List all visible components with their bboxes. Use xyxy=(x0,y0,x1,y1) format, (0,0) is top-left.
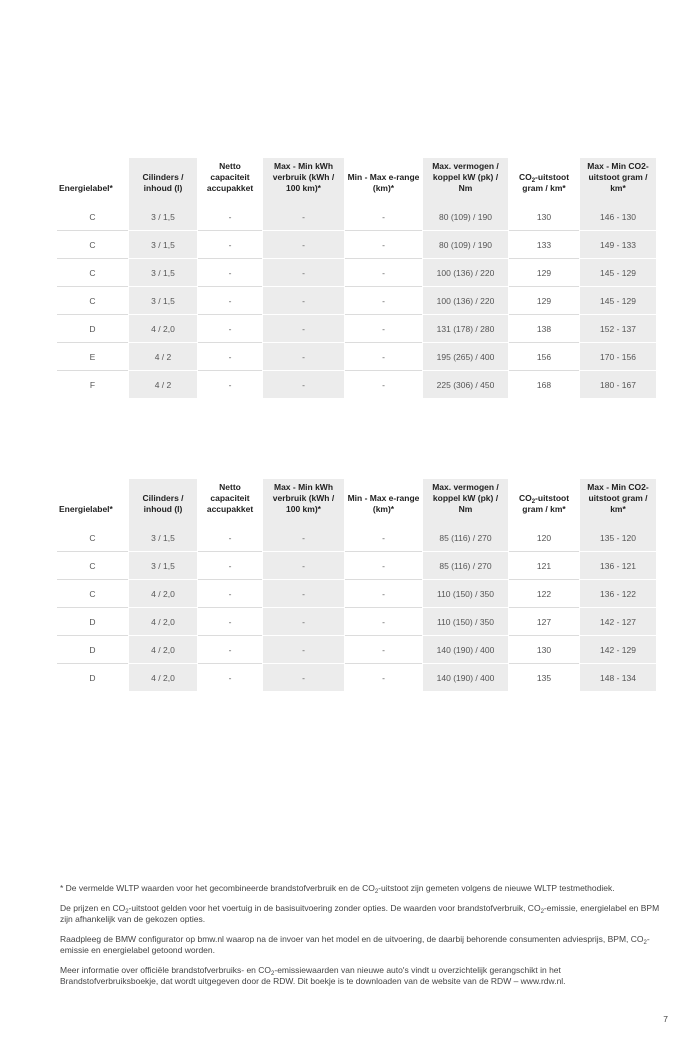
cell-co2: 129 xyxy=(509,287,579,315)
footnotes xyxy=(60,883,660,996)
subscript: 2 xyxy=(643,940,647,946)
table-row xyxy=(57,608,657,636)
cell-co2: 130 xyxy=(509,203,579,231)
cell-energielabel: D xyxy=(57,636,128,664)
cell-cylinders: 3 / 1,5 xyxy=(128,203,198,231)
cell-e-range: - xyxy=(345,315,422,343)
header-power: Max. vermogen / koppel kW (pk) / Nm xyxy=(422,479,509,524)
subscript: 2 xyxy=(125,909,129,915)
cell-energielabel: C xyxy=(57,203,128,231)
cell-cylinders: 4 / 2,0 xyxy=(128,664,198,691)
cell-power: 80 (109) / 190 xyxy=(422,231,509,259)
footnote-wltp xyxy=(60,883,660,894)
cell-cylinders: 4 / 2,0 xyxy=(128,608,198,636)
cell-co2-max-min: 146 - 130 xyxy=(579,203,657,231)
cell-power: 140 (190) / 400 xyxy=(422,636,509,664)
cell-cylinders: 4 / 2,0 xyxy=(128,580,198,608)
cell-e-range: - xyxy=(345,287,422,315)
cell-power: 100 (136) / 220 xyxy=(422,287,509,315)
footnote-rdw xyxy=(60,965,660,987)
table-row xyxy=(57,580,657,608)
cell-energielabel: E xyxy=(57,343,128,371)
footnote-text: Meer informatie over officiële brandstofverbruiks- en CO xyxy=(60,965,272,975)
cell-cylinders: 3 / 1,5 xyxy=(128,231,198,259)
table-row xyxy=(57,552,657,580)
table-row xyxy=(57,315,657,343)
cell-power: 85 (116) / 270 xyxy=(422,524,509,552)
header-energielabel: Energielabel* xyxy=(59,504,113,514)
header-co2 xyxy=(509,479,579,524)
cell-kwh: - xyxy=(262,203,345,231)
cell-co2-max-min: 145 - 129 xyxy=(579,287,657,315)
cell-net-capacity: - xyxy=(198,231,262,259)
cell-e-range: - xyxy=(345,231,422,259)
table-row xyxy=(57,203,657,231)
cell-cylinders: 3 / 1,5 xyxy=(128,259,198,287)
cell-e-range: - xyxy=(345,259,422,287)
cell-energielabel: D xyxy=(57,315,128,343)
cell-energielabel: F xyxy=(89,379,96,390)
header-e-range: Min - Max e-range (km)* xyxy=(347,493,420,514)
cell-co2-max-min: 152 - 137 xyxy=(579,315,657,343)
cell-co2: 130 xyxy=(509,636,579,664)
cell-power: 225 (306) / 450 xyxy=(422,371,509,398)
cell-energielabel: D xyxy=(89,672,96,683)
table-row xyxy=(57,371,657,398)
cell-net-capacity: - xyxy=(228,672,232,683)
subscript: 2 xyxy=(540,909,544,915)
header-net-capacity: Netto capaciteit accupakket xyxy=(206,161,254,193)
cell-kwh: - xyxy=(262,287,345,315)
table-header-row xyxy=(57,479,657,524)
footnote-text: -uitstoot gelden voor het voertuig in de basisuitvoering zonder opties. De waarden voor brandstofverbruik, CO xyxy=(128,903,541,913)
cell-power: 195 (265) / 400 xyxy=(422,343,509,371)
cell-net-capacity: - xyxy=(198,315,262,343)
table-row xyxy=(57,524,657,552)
cell-co2: 127 xyxy=(509,608,579,636)
cell-co2-max-min: 145 - 129 xyxy=(579,259,657,287)
cell-co2: 121 xyxy=(509,552,579,580)
footnote-text: -emissiewaarden van nieuwe auto's vindt u overzichtelijk gerangschikt in het Brandstofverbruiksboekje, dat wordt uitgegeven door de RDW. Dit boekje is te downloaden van de website van de RDW – www.rdw.nl. xyxy=(60,965,566,986)
cell-co2: 120 xyxy=(509,524,579,552)
cell-co2-max-min: 170 - 156 xyxy=(579,343,657,371)
cell-energielabel: C xyxy=(57,231,128,259)
cell-kwh: - xyxy=(262,608,345,636)
header-co2-sub: 2 xyxy=(531,499,536,505)
cell-cylinders: 3 / 1,5 xyxy=(128,552,198,580)
table-header-row xyxy=(57,158,657,203)
cell-net-capacity: - xyxy=(198,524,262,552)
cell-co2-max-min: 136 - 122 xyxy=(579,580,657,608)
header-energielabel: Energielabel* xyxy=(59,183,113,193)
footnote-text: -uitstoot zijn gemeten volgens de nieuwe WLTP testmethodiek. xyxy=(378,883,615,893)
spec-table-1 xyxy=(57,158,657,398)
footnote-prices xyxy=(60,903,660,925)
cell-power: 110 (150) / 350 xyxy=(422,580,509,608)
cell-energielabel: C xyxy=(57,287,128,315)
cell-co2: 156 xyxy=(509,343,579,371)
subscript: 2 xyxy=(271,971,275,977)
header-cylinders: Cilinders / inhoud (l) xyxy=(128,479,198,524)
cell-co2-max-min: 148 - 134 xyxy=(579,664,657,691)
cell-net-capacity: - xyxy=(198,343,262,371)
cell-energielabel: D xyxy=(57,608,128,636)
cell-co2: 129 xyxy=(509,259,579,287)
header-cylinders: Cilinders / inhoud (l) xyxy=(128,158,198,203)
table-row xyxy=(57,664,657,691)
cell-kwh: - xyxy=(262,664,345,691)
cell-net-capacity: - xyxy=(228,379,232,390)
cell-kwh: - xyxy=(262,371,345,398)
table-row xyxy=(57,343,657,371)
cell-kwh: - xyxy=(262,580,345,608)
cell-kwh: - xyxy=(262,343,345,371)
table-row xyxy=(57,287,657,315)
footnote-text: * De vermelde WLTP waarden voor het gecombineerde brandstofverbruik en de CO xyxy=(60,883,375,893)
cell-kwh: - xyxy=(262,636,345,664)
cell-co2-max-min: 142 - 129 xyxy=(579,636,657,664)
cell-co2: 168 xyxy=(536,379,552,390)
header-co2-sub: 2 xyxy=(531,178,536,184)
header-e-range: Min - Max e-range (km)* xyxy=(347,172,420,193)
cell-cylinders: 3 / 1,5 xyxy=(128,287,198,315)
footnote-text: -emissie en energielabel getoond worden. xyxy=(60,934,650,955)
cell-power: 80 (109) / 190 xyxy=(422,203,509,231)
cell-co2-max-min: 136 - 121 xyxy=(579,552,657,580)
cell-net-capacity: - xyxy=(198,259,262,287)
cell-kwh: - xyxy=(262,524,345,552)
cell-power: 110 (150) / 350 xyxy=(422,608,509,636)
subscript: 2 xyxy=(374,889,379,895)
footnote-configurator xyxy=(60,934,660,956)
cell-cylinders: 4 / 2,0 xyxy=(128,315,198,343)
cell-co2-max-min: 135 - 120 xyxy=(579,524,657,552)
cell-energielabel: C xyxy=(57,259,128,287)
cell-co2: 138 xyxy=(509,315,579,343)
cell-e-range: - xyxy=(345,524,422,552)
cell-net-capacity: - xyxy=(198,552,262,580)
footnote-text: -emissie, energielabel en BPM zijn afhankelijk van de gekozen opties. xyxy=(60,903,660,924)
header-co2 xyxy=(509,158,579,203)
cell-e-range: - xyxy=(345,203,422,231)
header-power: Max. vermogen / koppel kW (pk) / Nm xyxy=(422,158,509,203)
cell-energielabel: C xyxy=(57,524,128,552)
cell-energielabel: C xyxy=(57,580,128,608)
cell-e-range: - xyxy=(345,580,422,608)
cell-co2-max-min: 180 - 167 xyxy=(579,371,657,398)
table-body xyxy=(57,524,657,691)
cell-cylinders: 4 / 2 xyxy=(128,343,198,371)
cell-co2: 135 xyxy=(536,672,552,683)
cell-power: 140 (190) / 400 xyxy=(422,664,509,691)
cell-e-range: - xyxy=(345,343,422,371)
header-kwh: Max - Min kWh verbruik (kWh / 100 km)* xyxy=(262,479,345,524)
cell-cylinders: 4 / 2,0 xyxy=(128,636,198,664)
table-body xyxy=(57,203,657,398)
cell-net-capacity: - xyxy=(198,636,262,664)
table-row xyxy=(57,259,657,287)
cell-energielabel: C xyxy=(57,552,128,580)
cell-e-range: - xyxy=(345,608,422,636)
cell-power: 85 (116) / 270 xyxy=(422,552,509,580)
cell-e-range: - xyxy=(345,636,422,664)
header-co2-max-min: Max - Min CO2-uitstoot gram / km* xyxy=(579,479,657,524)
cell-power: 131 (178) / 280 xyxy=(422,315,509,343)
table-row xyxy=(57,231,657,259)
header-co2-pre: CO xyxy=(518,172,532,182)
header-co2-pre: CO xyxy=(518,493,532,503)
cell-co2-max-min: 142 - 127 xyxy=(579,608,657,636)
header-co2-max-min: Max - Min CO2-uitstoot gram / km* xyxy=(579,158,657,203)
header-co2-post: -uitstoot gram / km* xyxy=(522,493,570,514)
cell-cylinders: 4 / 2 xyxy=(128,371,198,398)
cell-kwh: - xyxy=(262,552,345,580)
cell-kwh: - xyxy=(262,231,345,259)
cell-co2-max-min: 149 - 133 xyxy=(579,231,657,259)
cell-kwh: - xyxy=(262,315,345,343)
cell-power: 100 (136) / 220 xyxy=(422,259,509,287)
header-co2-post: -uitstoot gram / km* xyxy=(522,172,570,193)
page-number: 7 xyxy=(663,1014,668,1024)
cell-co2: 122 xyxy=(509,580,579,608)
spec-table-2 xyxy=(57,479,657,691)
cell-net-capacity: - xyxy=(198,580,262,608)
cell-e-range: - xyxy=(382,672,385,683)
cell-kwh: - xyxy=(262,259,345,287)
table-row xyxy=(57,636,657,664)
cell-net-capacity: - xyxy=(198,203,262,231)
header-kwh: Max - Min kWh verbruik (kWh / 100 km)* xyxy=(262,158,345,203)
cell-co2: 133 xyxy=(509,231,579,259)
cell-e-range: - xyxy=(382,379,385,390)
footnote-text: Raadpleeg de BMW configurator op bmw.nl waarop na de invoer van het model en de uitvoering, de daarbij behorende consumenten adviesprijs, BPM, CO xyxy=(60,934,644,944)
cell-e-range: - xyxy=(345,552,422,580)
header-net-capacity: Netto capaciteit accupakket xyxy=(206,482,254,514)
footnote-text: De prijzen en CO xyxy=(60,903,126,913)
cell-net-capacity: - xyxy=(198,287,262,315)
cell-cylinders: 3 / 1,5 xyxy=(128,524,198,552)
cell-net-capacity: - xyxy=(198,608,262,636)
